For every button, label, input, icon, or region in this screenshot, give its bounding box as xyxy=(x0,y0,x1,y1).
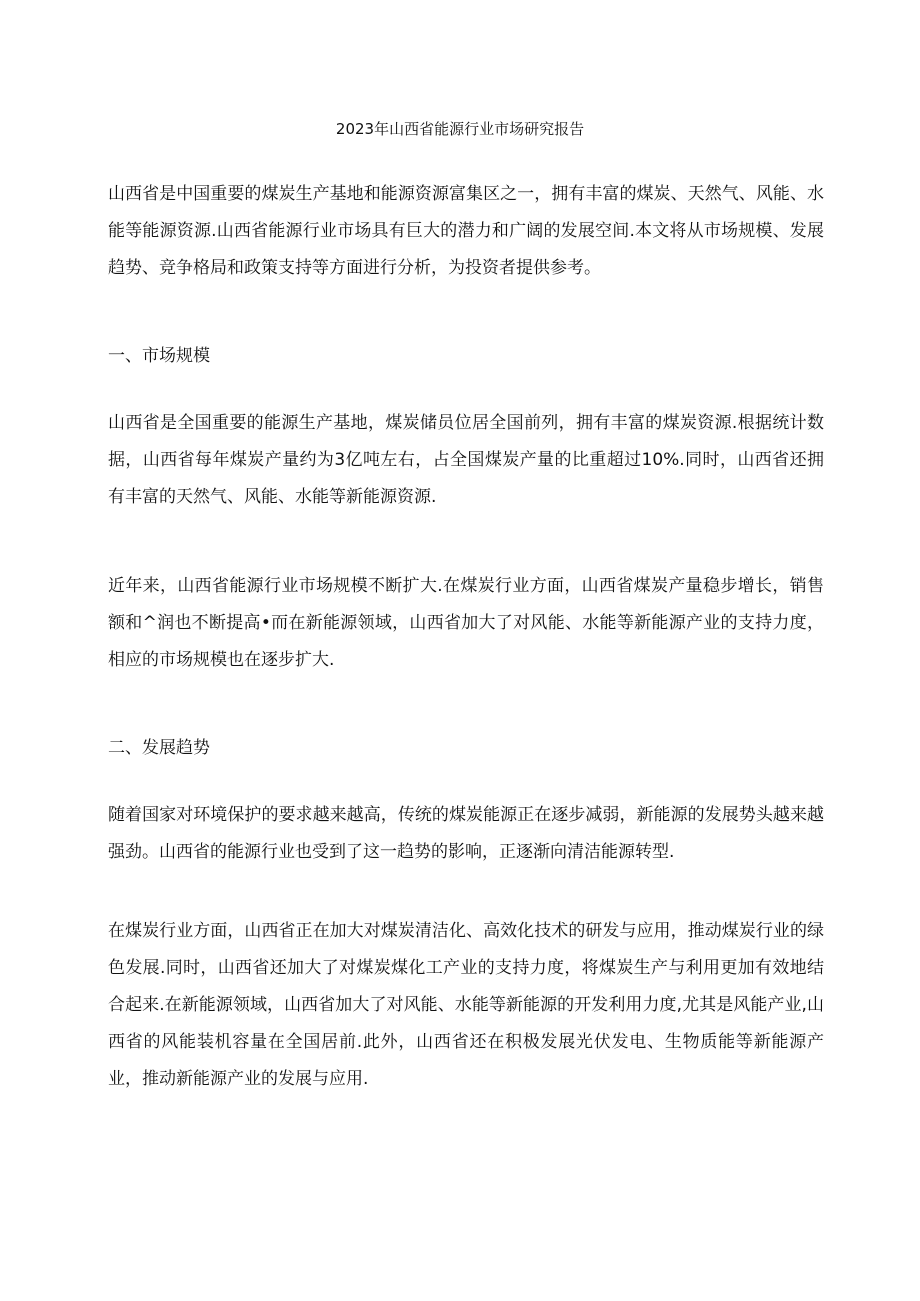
section-paragraph: 在煤炭行业方面，山西省正在加大对煤炭清洁化、高效化技术的研发与应用，推动煤炭行业的绿色发展.同时，山西省还加大了对煤炭煤化工产业的支持力度，将煤炭生产与利用更加有效地结合起来.在新能源领域，山西省加大了对风能、水能等新能源的开发利用力度,尤其是风能产业,山西省的风能装机容量在全国居前.此外，山西省还在积极发展光伏发电、生物质能等新能源产业，推动新能源产业的发展与应用. xyxy=(108,921,824,1089)
section-paragraph: 随着国家对环境保护的要求越来越高，传统的煤炭能源正在逐步减弱，新能源的发展势头越来越强劲。山西省的能源行业也受到了这一趋势的影响，正逐渐向清洁能源转型. xyxy=(108,805,824,862)
section-paragraph: 山西省是全国重要的能源生产基地，煤炭储员位居全国前列，拥有丰富的煤炭资源.根据统计数据，山西省每年煤炭产量约为3亿吨左右，占全国煤炭产量的比重超过10%.同时，山西省还拥有丰富的天然气、风能、水能等新能源资源. xyxy=(108,413,824,507)
section-paragraph: 近年来，山西省能源行业市场规模不断扩大.在煤炭行业方面，山西省煤炭产量稳步增长，销售额和^润也不断提高•而在新能源领域，山西省加大了对风能、水能等新能源产业的支持力度，相应的市场规模也在逐步扩大. xyxy=(108,576,824,670)
document-title: 2023年山西省能源行业市场研究报告 xyxy=(335,120,585,138)
section-heading-market-size: 一、市场规模 xyxy=(108,346,210,366)
section-heading-development-trend: 二、发展趋势 xyxy=(108,738,210,758)
intro-paragraph: 山西省是中国重要的煤炭生产基地和能源资源富集区之一，拥有丰富的煤炭、天然气、风能、水能等能源资源.山西省能源行业市场具有巨大的潜力和广阔的发展空间.本文将从市场规模、发展趋势、竞争格局和政策支持等方面进行分析，为投资者提供参考。 xyxy=(108,184,824,278)
